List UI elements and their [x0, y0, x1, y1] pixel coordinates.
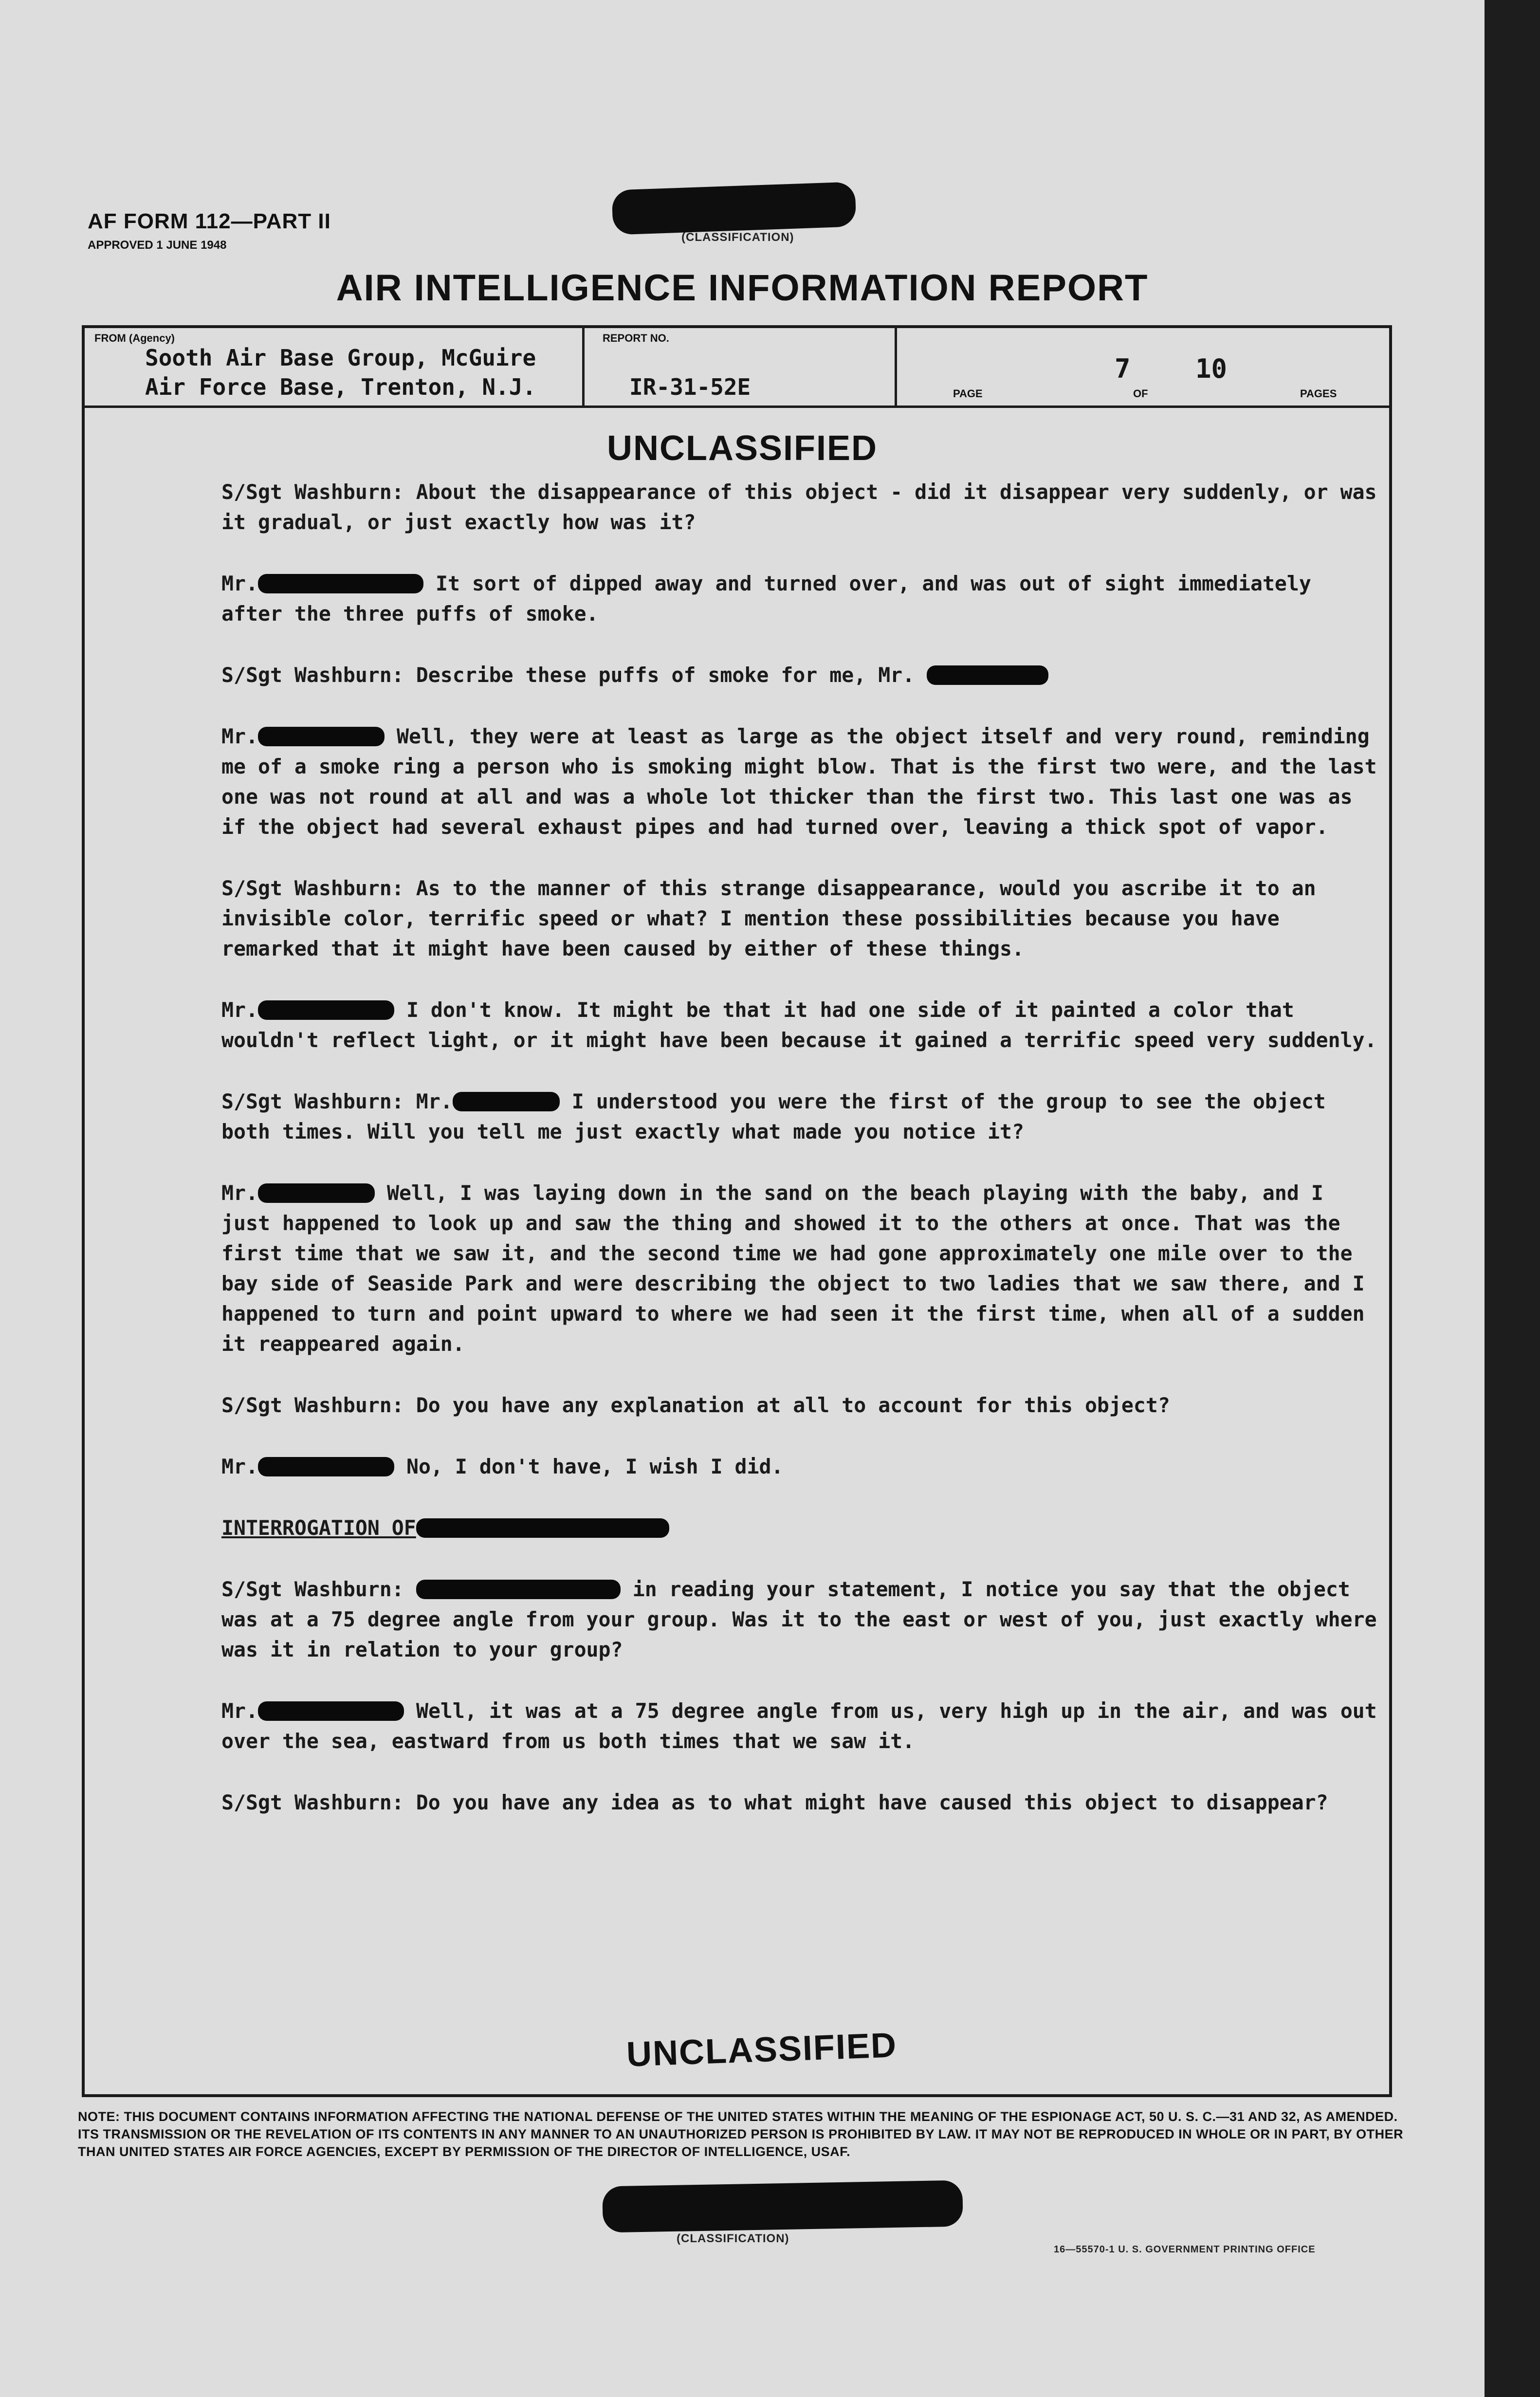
report-no: IR-31-52E	[629, 374, 751, 400]
form-id: AF FORM 112—PART II	[88, 209, 331, 233]
statement: As to the manner of this strange disappearance, would you ascribe it to an invisible color, terrific speed or what? I mention these possibilities because you have remarked that it might have been caused by either of these things.	[221, 876, 1328, 960]
transcript-paragraph	[221, 873, 1380, 964]
classification-redaction-bottom	[602, 2180, 963, 2233]
report-title: AIR INTELLIGENCE INFORMATION REPORT	[336, 267, 1149, 309]
from-line-2: Air Force Base, Trenton, N.J.	[145, 374, 536, 400]
name-redaction	[258, 1000, 394, 1020]
espionage-act-note: NOTE: THIS DOCUMENT CONTAINS INFORMATION AFFECTING THE NATIONAL DEFENSE OF THE UNITED STATES WITHIN THE MEANING OF THE ESPIONAGE ACT, 50 U. S. C.—31 AND 32, AS AMENDED. ITS TRANSMISSION OR THE REVELATION OF ITS CONTENTS IN ANY MANNER TO AN UNAUTHORIZED PERSON IS PROHIBITED BY LAW. IT MAY NOT BE REPRODUCED IN WHOLE OR IN PART, BY OTHER THAN UNITED STATES AIR FORCE AGENCIES, EXCEPT BY PERMISSION OF THE DIRECTOR OF INTELLIGENCE, USAF.	[78, 2109, 1404, 2159]
name-redaction	[258, 1701, 404, 1721]
transcript-paragraph	[221, 1452, 1380, 1482]
speaker: Mr.	[221, 572, 258, 595]
statement: I understood you were the first of the group to see the object both times. Will you tell me just exactly what made you notice it?	[221, 1089, 1338, 1143]
page-label: PAGE	[953, 387, 983, 400]
header-divider-1	[582, 325, 585, 406]
from-label: FROM (Agency)	[94, 332, 175, 344]
transcript-paragraph	[221, 1178, 1380, 1359]
name-redaction	[258, 1183, 375, 1203]
transcript-paragraph	[221, 1788, 1380, 1818]
name-redaction	[416, 1580, 621, 1599]
printing-office-imprint: 16—55570-1 U. S. GOVERNMENT PRINTING OFFICE	[1054, 2244, 1316, 2255]
name-redaction	[416, 1518, 669, 1538]
name-redaction	[258, 1457, 394, 1476]
speaker: S/Sgt Washburn:	[221, 876, 404, 900]
speaker: Mr.	[221, 1699, 258, 1723]
statement: I don't know. It might be that it had one side of it painted a color that wouldn't reflect light, or it might have been because it gained a terrific speed very suddenly.	[221, 998, 1377, 1052]
transcript-paragraph	[221, 1574, 1389, 1665]
transcript-paragraph	[221, 1390, 1380, 1420]
statement: Well, they were at least as large as the object itself and very round, reminding me of a smoke ring a person who is smoking might blow. That is the first two were, and the last one was not round at all and was a whole lot thicker than the first two. This last one was as if the object had several exhaust pipes and had turned over, leaving a thick spot of vapor.	[221, 724, 1389, 839]
transcript-paragraph	[221, 660, 1380, 690]
name-redaction	[927, 665, 1048, 685]
section-heading	[221, 1513, 1380, 1543]
scan-border	[1485, 0, 1540, 2397]
unclassified-stamp-bottom: UNCLASSIFIED	[625, 2026, 898, 2074]
transcript-paragraph	[221, 1696, 1389, 1756]
unclassified-stamp-top: UNCLASSIFIED	[606, 429, 878, 468]
name-redaction	[453, 1092, 560, 1111]
classification-redaction-top	[612, 182, 857, 235]
transcript-paragraph	[221, 1087, 1380, 1147]
speaker: Mr.	[221, 1455, 258, 1478]
name-redaction	[258, 574, 423, 593]
speaker: S/Sgt Washburn:	[221, 1790, 404, 1814]
statement: Do you have any explanation at all to account for this object?	[403, 1393, 1170, 1417]
transcript-paragraph	[221, 721, 1389, 842]
classification-label-bottom: (CLASSIFICATION)	[677, 2232, 789, 2245]
statement: No, I don't have, I wish I did.	[394, 1455, 784, 1478]
statement: Describe these puffs of smoke for me, Mr.	[403, 663, 915, 687]
statement: It sort of dipped away and turned over, and was out of sight immediately after the three puffs of smoke.	[221, 572, 1323, 626]
speaker: S/Sgt Washburn:	[221, 480, 404, 504]
classification-label-top: (CLASSIFICATION)	[681, 231, 794, 244]
speaker: S/Sgt Washburn:	[221, 663, 404, 687]
report-header	[82, 325, 1392, 408]
header-divider-2	[895, 325, 897, 406]
speaker: Mr.	[221, 998, 258, 1022]
section-heading-text: INTERROGATION OF	[221, 1516, 416, 1540]
transcript-paragraph	[221, 569, 1380, 629]
pages-label: PAGES	[1300, 387, 1337, 400]
statement: Do you have any idea as to what might have caused this object to disappear?	[403, 1790, 1328, 1814]
speaker: Mr.	[221, 1181, 258, 1205]
transcript-paragraph	[221, 995, 1380, 1055]
from-line-1: Sooth Air Base Group, McGuire	[145, 345, 536, 371]
statement: in reading your statement, I notice you say that the object was at a 75 degree angle from your group. Was it to the east or west of you, just exactly where was it in relation to your group?	[221, 1577, 1389, 1661]
statement: Well, I was laying down in the sand on the beach playing with the baby, and I just happened to look up and saw the thing and showed it to the others at once. That was the first time that we saw it, and the second time we had gone approximately one mile over to the bay side of Seaside Park and were describing the object to two ladies that we saw there, and I happened to turn and point upward to where we had seen it the first time, when all of a sudden it reappeared again.	[221, 1181, 1377, 1356]
speaker: S/Sgt Washburn:	[221, 1393, 404, 1417]
of-label: OF	[1133, 387, 1148, 400]
name-redaction	[258, 727, 385, 746]
transcript-body	[221, 477, 1389, 1849]
report-no-label: REPORT NO.	[603, 332, 669, 344]
speaker: S/Sgt Washburn:	[221, 1089, 404, 1113]
speaker: Mr.	[221, 724, 258, 748]
page-number: 7	[1115, 353, 1131, 384]
statement-prefix: Mr.	[403, 1089, 453, 1113]
speaker: S/Sgt Washburn:	[221, 1577, 404, 1601]
statement: About the disappearance of this object - did it disappear very suddenly, or was it gradual, or just exactly how was it?	[221, 480, 1389, 534]
transcript-paragraph	[221, 477, 1389, 537]
statement: Well, it was at a 75 degree angle from us, very high up in the air, and was out over the sea, eastward from us both times that we saw it.	[221, 1699, 1389, 1753]
form-approved-date: APPROVED 1 JUNE 1948	[88, 239, 227, 252]
total-pages: 10	[1195, 353, 1228, 384]
